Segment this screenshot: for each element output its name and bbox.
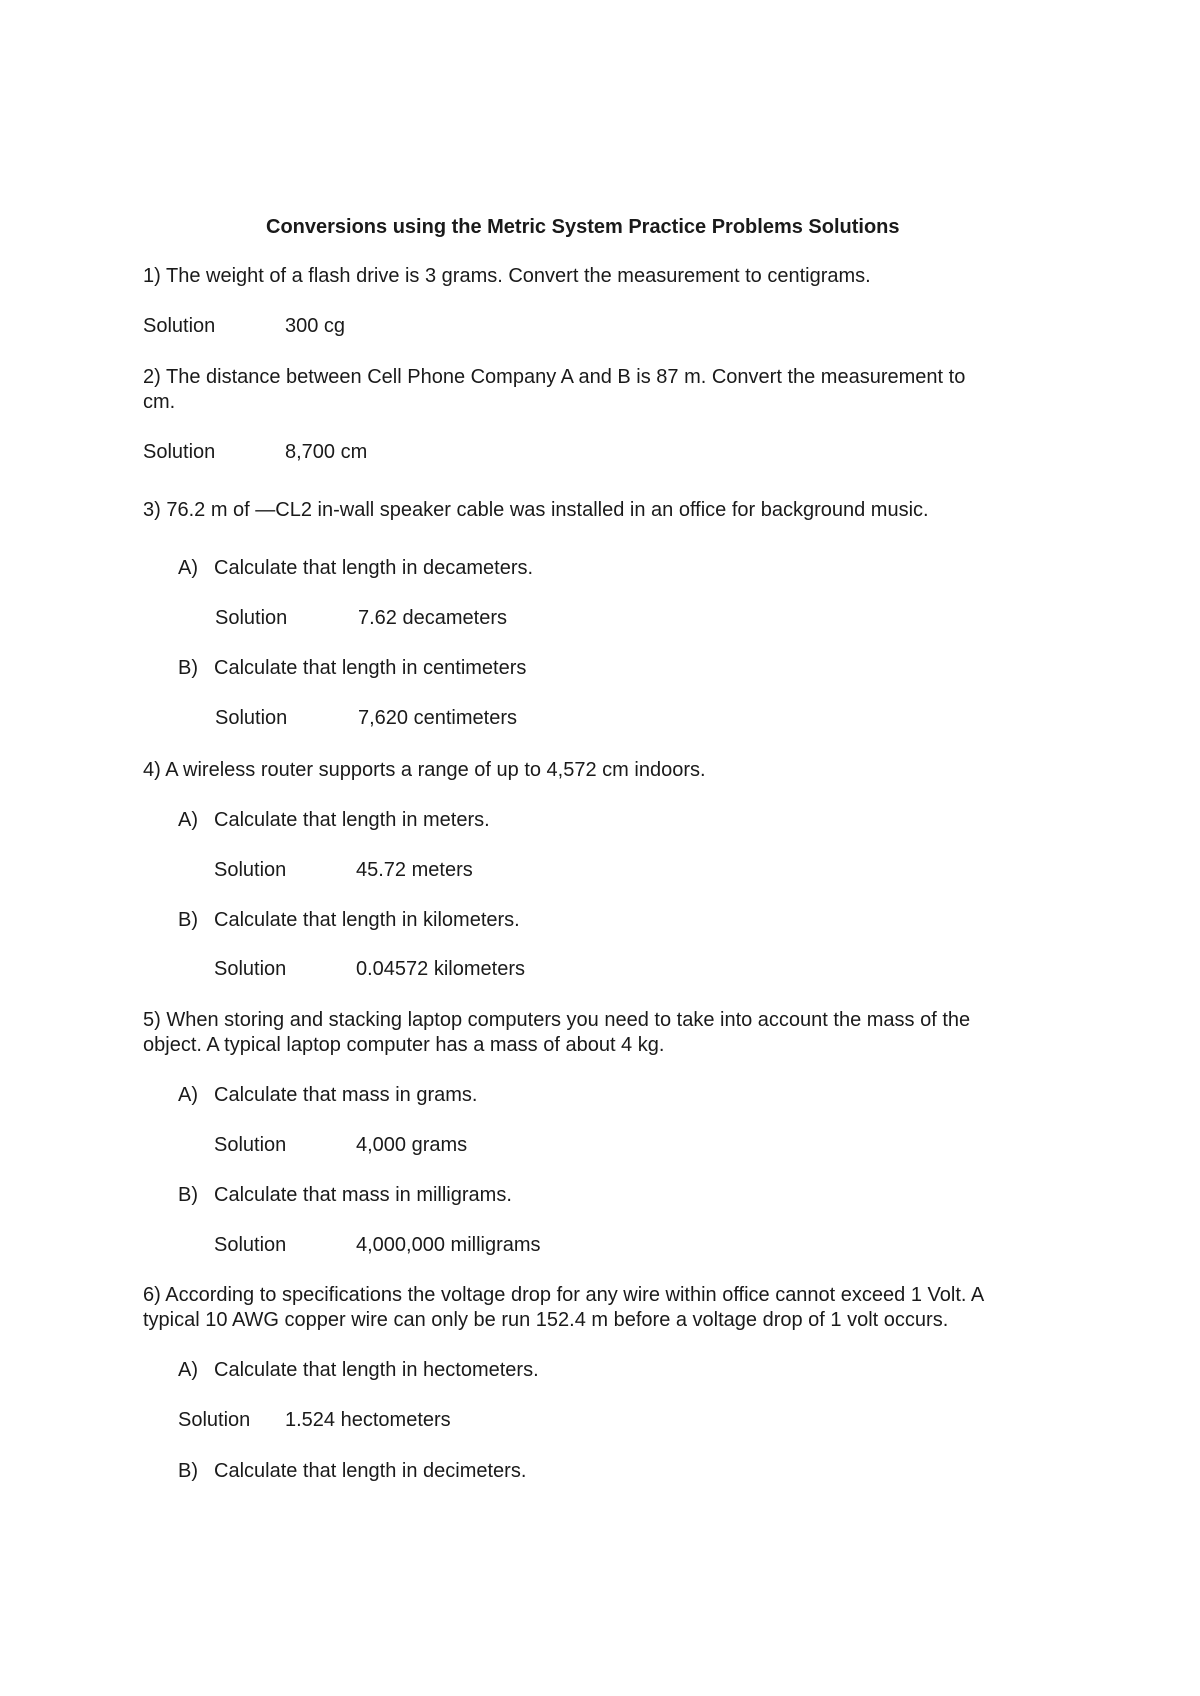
problem-4b-solution-label: Solution — [214, 958, 287, 980]
problem-6-question-line1: 6) According to specifications the voltage drop for any wire within office cannot exceed 1 Volt. A — [143, 1284, 985, 1306]
problem-5b-letter: B) — [178, 1184, 198, 1206]
problem-1-solution-label: Solution — [143, 315, 216, 337]
page-title: Conversions using the Metric System Practice Problems Solutions — [266, 216, 900, 238]
problem-5a-text: Calculate that mass in grams. — [214, 1084, 478, 1106]
problem-5b-solution: 4,000,000 milligrams — [356, 1234, 541, 1256]
problem-4a-solution: 45.72 meters — [356, 859, 473, 881]
problem-3a-letter: A) — [178, 557, 198, 579]
problem-5-question-line1: 5) When storing and stacking laptop computers you need to take into account the mass of the — [143, 1009, 971, 1031]
problem-3-question: 3) 76.2 m of —CL2 in-wall speaker cable was installed in an office for background music. — [143, 499, 929, 521]
problem-1-solution: 300 cg — [285, 315, 346, 337]
problem-3b-text: Calculate that length in centimeters — [214, 657, 527, 679]
problem-3a-text: Calculate that length in decameters. — [214, 557, 534, 579]
problem-3b-solution-label: Solution — [215, 707, 288, 729]
problem-5a-solution: 4,000 grams — [356, 1134, 468, 1156]
problem-5b-solution-label: Solution — [214, 1234, 287, 1256]
problem-6b-letter: B) — [178, 1460, 198, 1482]
problem-6a-text: Calculate that length in hectometers. — [214, 1359, 539, 1381]
problem-3b-solution: 7,620 centimeters — [358, 707, 517, 729]
problem-3a-solution: 7.62 decameters — [358, 607, 507, 629]
problem-6b-text: Calculate that length in decimeters. — [214, 1460, 527, 1482]
problem-4a-text: Calculate that length in meters. — [214, 809, 490, 831]
problem-1-question: 1) The weight of a flash drive is 3 grams. Convert the measurement to centigrams. — [143, 265, 871, 287]
problem-2-question-line2: cm. — [143, 391, 176, 413]
problem-4a-solution-label: Solution — [214, 859, 287, 881]
problem-6-question-line2: typical 10 AWG copper wire can only be run 152.4 m before a voltage drop of 1 volt occurs. — [143, 1309, 949, 1331]
problem-2-solution: 8,700 cm — [285, 441, 368, 463]
problem-4-question: 4) A wireless router supports a range of up to 4,572 cm indoors. — [143, 759, 706, 781]
problem-5b-text: Calculate that mass in milligrams. — [214, 1184, 512, 1206]
problem-5-question-line2: object. A typical laptop computer has a mass of about 4 kg. — [143, 1034, 665, 1056]
problem-4b-solution: 0.04572 kilometers — [356, 958, 525, 980]
problem-6a-letter: A) — [178, 1359, 198, 1381]
problem-2-question-line1: 2) The distance between Cell Phone Company A and B is 87 m. Convert the measurement to — [143, 366, 966, 388]
problem-3a-solution-label: Solution — [215, 607, 288, 629]
problem-5a-letter: A) — [178, 1084, 198, 1106]
problem-6a-solution: 1.524 hectometers — [285, 1409, 451, 1431]
problem-6a-solution-label: Solution — [178, 1409, 251, 1431]
problem-4b-text: Calculate that length in kilometers. — [214, 909, 520, 931]
problem-5a-solution-label: Solution — [214, 1134, 287, 1156]
problem-4b-letter: B) — [178, 909, 198, 931]
problem-4a-letter: A) — [178, 809, 198, 831]
problem-3b-letter: B) — [178, 657, 198, 679]
problem-2-solution-label: Solution — [143, 441, 216, 463]
